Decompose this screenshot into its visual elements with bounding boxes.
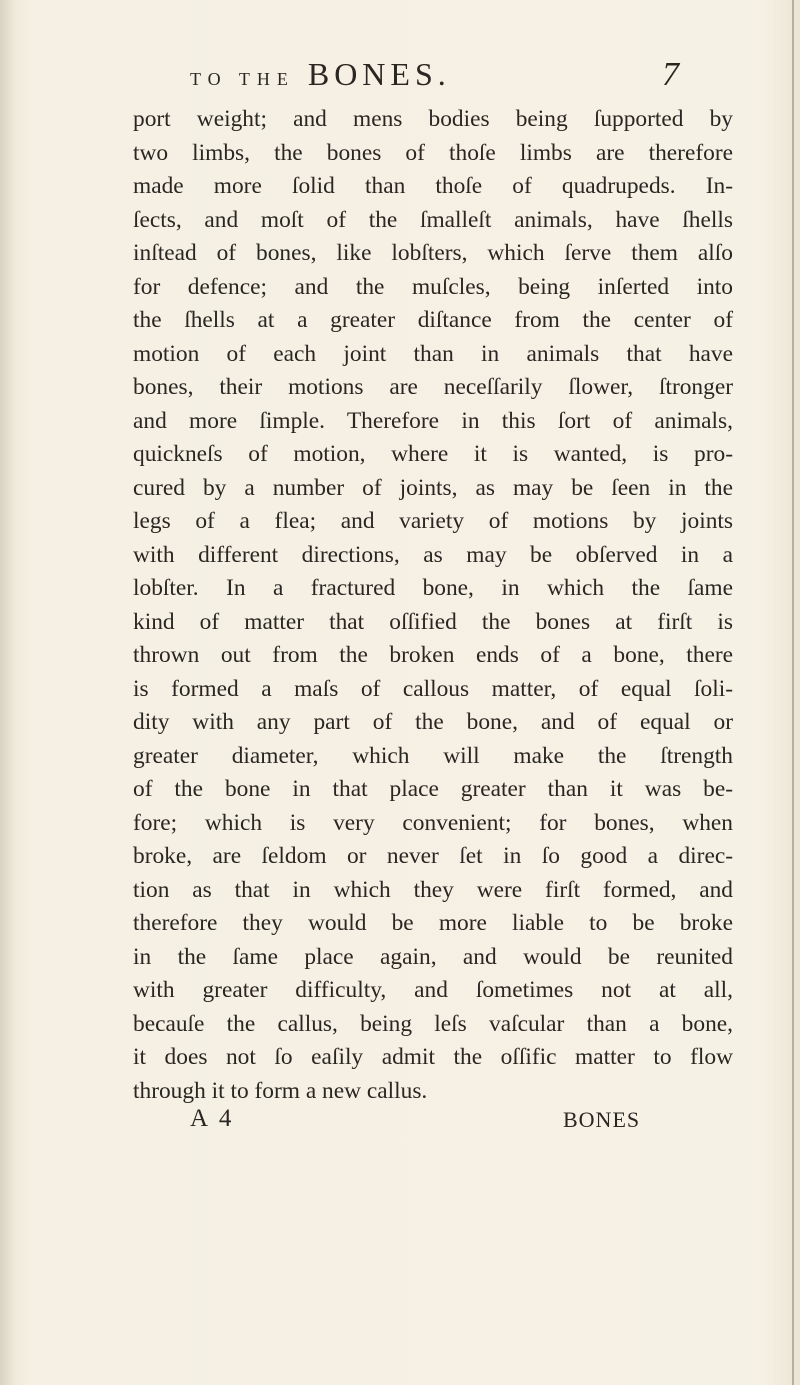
- text-line: greater diameter, which will make the ſtrength: [133, 742, 733, 769]
- signature-mark: A 4: [190, 1105, 235, 1132]
- text-line: kind of matter that oſſified the bones at firſt is: [133, 608, 733, 635]
- running-head: [190, 56, 451, 93]
- text-line: therefore they would be more liable to be broke: [133, 910, 733, 936]
- text-line: of the bone in that place greater than it was be-: [133, 776, 733, 802]
- text-line: fore; which is very convenient; for bones, when: [133, 809, 733, 836]
- text-line: ſects, and moſt of the ſmalleſt animals, have ſhells: [133, 206, 733, 233]
- text-line: made more ſolid than thoſe of quadrupeds. In-: [133, 173, 733, 199]
- text-line: in the ſame place again, and would be reunited: [133, 943, 733, 970]
- text-line: legs of a flea; and variety of motions by joints: [133, 508, 733, 534]
- text-line: thrown out from the broken ends of a bone, there: [133, 642, 733, 668]
- text-line: two limbs, the bones of thoſe limbs are therefore: [133, 139, 733, 166]
- text-line: is formed a maſs of callous matter, of equal ſoli-: [133, 675, 733, 702]
- text-line: the ſhells at a greater diſtance from the center of: [133, 307, 733, 333]
- text-line: it does not ſo eaſily admit the oſſific matter to flow: [133, 1044, 733, 1070]
- text-line: broke, are ſeldom or never ſet in ſo good a direc-: [133, 843, 733, 869]
- text-line: inſtead of bones, like lobſters, which ſerve them alſo: [133, 240, 733, 266]
- text-line: becauſe the callus, being leſs vaſcular than a bone,: [133, 1010, 733, 1037]
- body-text: [133, 103, 733, 1108]
- text-line: through it to form a new callus.: [133, 1077, 428, 1104]
- text-line: bones, their motions are neceſſarily ſlower, ſtronger: [133, 374, 733, 400]
- text-line: motion of each joint than in animals that have: [133, 340, 733, 367]
- page-edge-line: [792, 0, 794, 1385]
- text-line: cured by a number of joints, as may be ſeen in the: [133, 474, 733, 501]
- page-number: 7: [662, 56, 679, 93]
- text-line: tion as that in which they were firſt formed, and: [133, 876, 733, 903]
- running-head-small: TO THE: [190, 69, 295, 89]
- text-line: quickneſs of motion, where it is wanted, is pro-: [133, 441, 733, 467]
- text-line: and more ſimple. Therefore in this ſort of animals,: [133, 407, 733, 434]
- text-line: with different directions, as may be obſerved in a: [133, 541, 733, 568]
- page-header: [190, 56, 690, 96]
- text-line: with greater difficulty, and ſometimes not at all,: [133, 977, 733, 1003]
- text-line: lobſter. In a fractured bone, in which the ſame: [133, 575, 733, 601]
- running-head-large: BONES.: [307, 56, 451, 92]
- page-footer: [190, 1105, 670, 1141]
- page-gutter-shadow: [0, 0, 14, 1385]
- text-line: dity with any part of the bone, and of equal or: [133, 709, 733, 735]
- text-line: port weight; and mens bodies being ſupported by: [133, 106, 733, 132]
- text-line: for defence; and the muſcles, being inſerted into: [133, 273, 733, 300]
- catchword: BONES: [563, 1107, 641, 1132]
